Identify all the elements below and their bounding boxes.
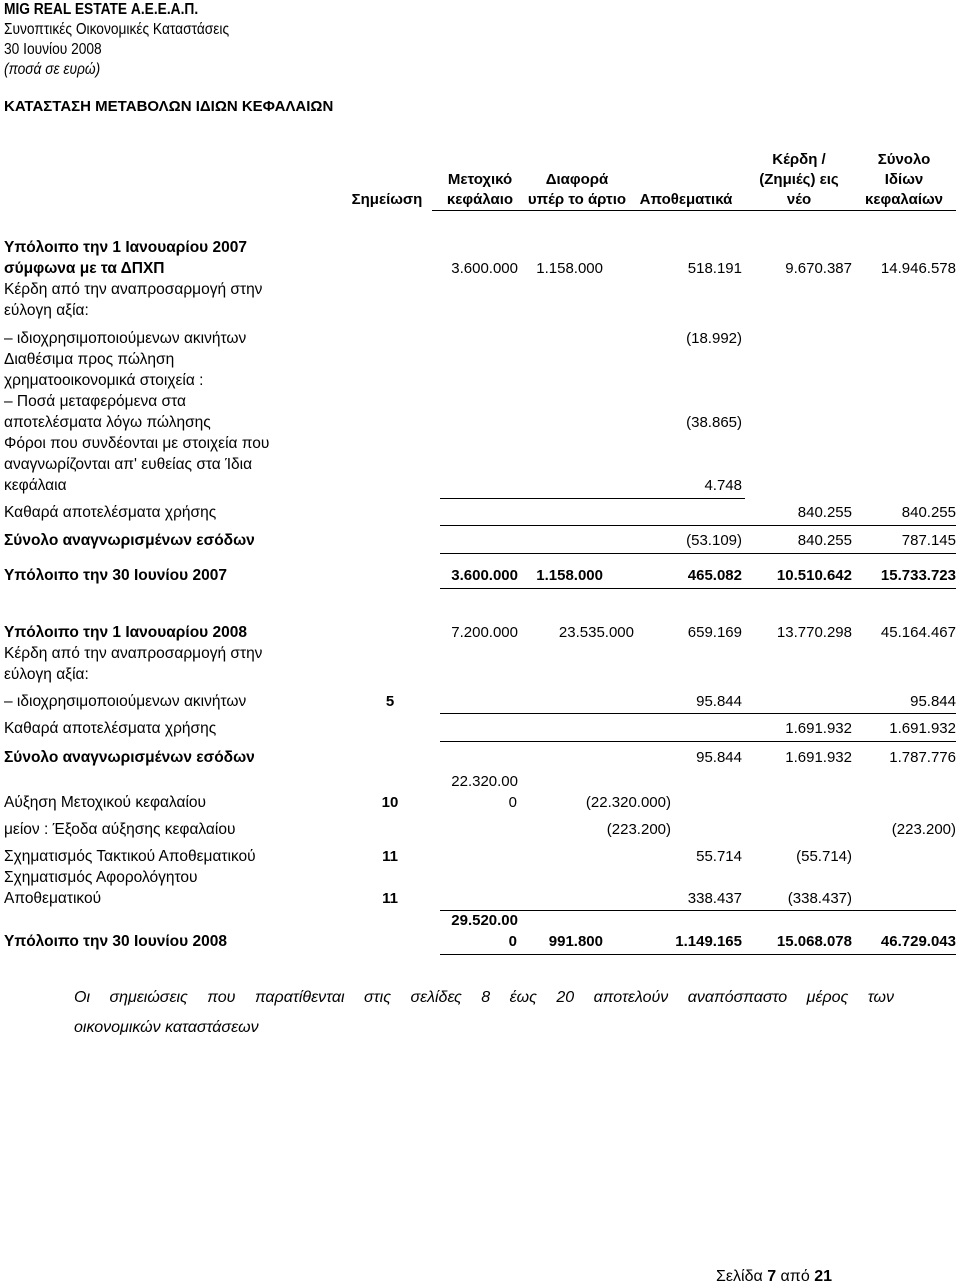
reserves-value: (53.109) [686, 532, 742, 549]
report-date: 30 Ιουνίου 2008 [4, 41, 102, 58]
reserves-value: 465.082 [687, 567, 742, 584]
total-equity-value: 787.145 [901, 532, 956, 549]
page-number: Σελίδα 7 από 21 [716, 1268, 832, 1285]
row-label: αναγνωρίζονται απ' ευθείας στα Ίδια [4, 456, 253, 473]
total-rule [440, 588, 956, 589]
row-label: Κέρδη από την αναπροσαρμογή στην [4, 645, 263, 662]
subtotal-rule [440, 525, 956, 526]
reserves-value: 518.191 [687, 260, 742, 277]
row-label: Καθαρά αποτελέσματα χρήσης [4, 504, 217, 521]
col-header-reserves: Αποθεματικά [639, 191, 733, 208]
retained-earnings-value: 15.068.078 [776, 933, 852, 950]
row-label: Υπόλοιπο την 30 Ιουνίου 2008 [4, 933, 227, 950]
share-capital-value-wrapped: 29.520.00 [451, 912, 518, 929]
share-premium-value: 23.535.000 [558, 624, 634, 641]
share-capital-value: 7.200.000 [451, 624, 518, 641]
row-label: εύλογη αξία: [4, 666, 89, 683]
row-label: – ιδιοχρησιμοποιούμενων ακινήτων [4, 330, 247, 347]
total-equity-value: 1.691.932 [889, 720, 956, 737]
row-label: Υπόλοιπο την 1 Ιανουαρίου 2008 [4, 624, 247, 641]
total-rule [440, 954, 956, 955]
retained-earnings-value: 840.255 [797, 504, 852, 521]
share-premium-value: 1.158.000 [536, 260, 603, 277]
total-equity-value: 46.729.043 [880, 933, 956, 950]
reserves-value: (18.992) [686, 330, 742, 347]
retained-earnings-value: (338.437) [787, 890, 852, 907]
row-label: Καθαρά αποτελέσματα χρήσης [4, 720, 217, 737]
row-label: Αποθεματικού [4, 890, 102, 907]
retained-earnings-value: 13.770.298 [776, 624, 852, 641]
reserves-value: 338.437 [687, 890, 742, 907]
share-capital-value: 0 [508, 933, 517, 950]
share-capital-value: 0 [508, 794, 517, 811]
header-rule [432, 210, 956, 211]
retained-earnings-value: 1.691.932 [785, 720, 852, 737]
reserves-value: 95.844 [696, 693, 742, 710]
row-label: – Ποσά μεταφερόμενα στα [4, 393, 186, 410]
total-equity-value: 1.787.776 [889, 749, 956, 766]
report-subtitle: Συνοπτικές Οικονομικές Καταστάσεις [4, 21, 230, 38]
share-premium-value: (223.200) [606, 821, 671, 838]
subtotal-rule [440, 741, 956, 742]
total-equity-value: 840.255 [901, 504, 956, 521]
subtotal-rule [440, 553, 956, 554]
col-header-share-capital: Μετοχικό κεφάλαιο [446, 171, 514, 208]
share-capital-value: 3.600.000 [451, 260, 518, 277]
currency-note: (ποσά σε ευρώ) [4, 61, 101, 78]
note-ref: 11 [382, 890, 398, 907]
note-ref: 10 [381, 794, 399, 811]
reserves-value: 4.748 [704, 477, 742, 494]
share-capital-value-wrapped: 22.320.00 [451, 773, 518, 790]
subtotal-rule [440, 498, 745, 499]
row-label: Υπόλοιπο την 30 Ιουνίου 2007 [4, 567, 227, 584]
total-equity-value: 15.733.723 [880, 567, 956, 584]
statement-title: ΚΑΤΑΣΤΑΣΗ ΜΕΤΑΒΟΛΩΝ ΙΔΙΩΝ ΚΕΦΑΛΑΙΩΝ [4, 98, 334, 115]
note-ref: 5 [385, 693, 395, 710]
retained-earnings-value: 10.510.642 [776, 567, 852, 584]
row-label: Κέρδη από την αναπροσαρμογή στην [4, 281, 263, 298]
total-equity-value: (223.200) [891, 821, 956, 838]
note-ref: 11 [382, 848, 398, 865]
retained-earnings-value: 9.670.387 [785, 260, 852, 277]
row-label: αποτελέσματα λόγω πώλησης [4, 414, 211, 431]
row-label: εύλογη αξία: [4, 302, 89, 319]
row-label: χρηματοοικονομικά στοιχεία : [4, 372, 204, 389]
row-label: κεφάλαια [4, 477, 67, 494]
col-header-note: Σημείωση [351, 191, 423, 208]
col-header-total-equity: Σύνολο Ιδίων κεφαλαίων [865, 151, 943, 208]
share-premium-value: (22.320.000) [585, 794, 671, 811]
reserves-value: 659.169 [687, 624, 742, 641]
row-label: Φόροι που συνδέονται με στοιχεία που [4, 435, 270, 452]
row-label: μείον : Έξοδα αύξησης κεφαλαίου [4, 821, 236, 838]
reserves-value: 55.714 [696, 848, 742, 865]
total-equity-value: 14.946.578 [880, 260, 956, 277]
total-equity-value: 95.844 [910, 693, 956, 710]
retained-earnings-value: 1.691.932 [785, 749, 852, 766]
row-label: Διαθέσιμα προς πώληση [4, 351, 175, 368]
share-capital-value: 3.600.000 [451, 567, 518, 584]
row-label: Σύνολο αναγνωρισμένων εσόδων [4, 749, 255, 766]
row-label: Σχηματισμός Αφορολόγητου [4, 869, 198, 886]
company-name: MIG REAL ESTATE Α.Ε.Ε.Α.Π. [4, 1, 199, 18]
reserves-value: 95.844 [696, 749, 742, 766]
row-label: Αύξηση Μετοχικού κεφαλαίου [4, 794, 207, 811]
row-label: Σχηματισμός Τακτικού Αποθεματικού [4, 848, 256, 865]
reserves-value: (38.865) [686, 414, 742, 431]
row-label: Υπόλοιπο την 1 Ιανουαρίου 2007 [4, 239, 247, 256]
col-header-retained-earnings: Κέρδη / (Ζημιές) εις νέο [759, 151, 839, 208]
subtotal-rule [440, 713, 956, 714]
col-header-share-premium: Διαφορά υπέρ το άρτιο [527, 171, 627, 208]
share-premium-value: 991.800 [548, 933, 603, 950]
row-label: σύμφωνα με τα ΔΠΧΠ [4, 260, 165, 277]
row-label: Σύνολο αναγνωρισμένων εσόδων [4, 532, 255, 549]
retained-earnings-value: 840.255 [797, 532, 852, 549]
total-equity-value: 45.164.467 [880, 624, 956, 641]
footer-note: Οι σημειώσεις που παρατίθενται στις σελίδες 8 έως 20 αποτελούν αναπόσπαστο μέρος των οικονομικών καταστάσεων [74, 989, 894, 1036]
share-premium-value: 1.158.000 [536, 567, 603, 584]
retained-earnings-value: (55.714) [796, 848, 852, 865]
row-label: – ιδιοχρησιμοποιούμενων ακινήτων [4, 693, 247, 710]
reserves-value: 1.149.165 [675, 933, 742, 950]
